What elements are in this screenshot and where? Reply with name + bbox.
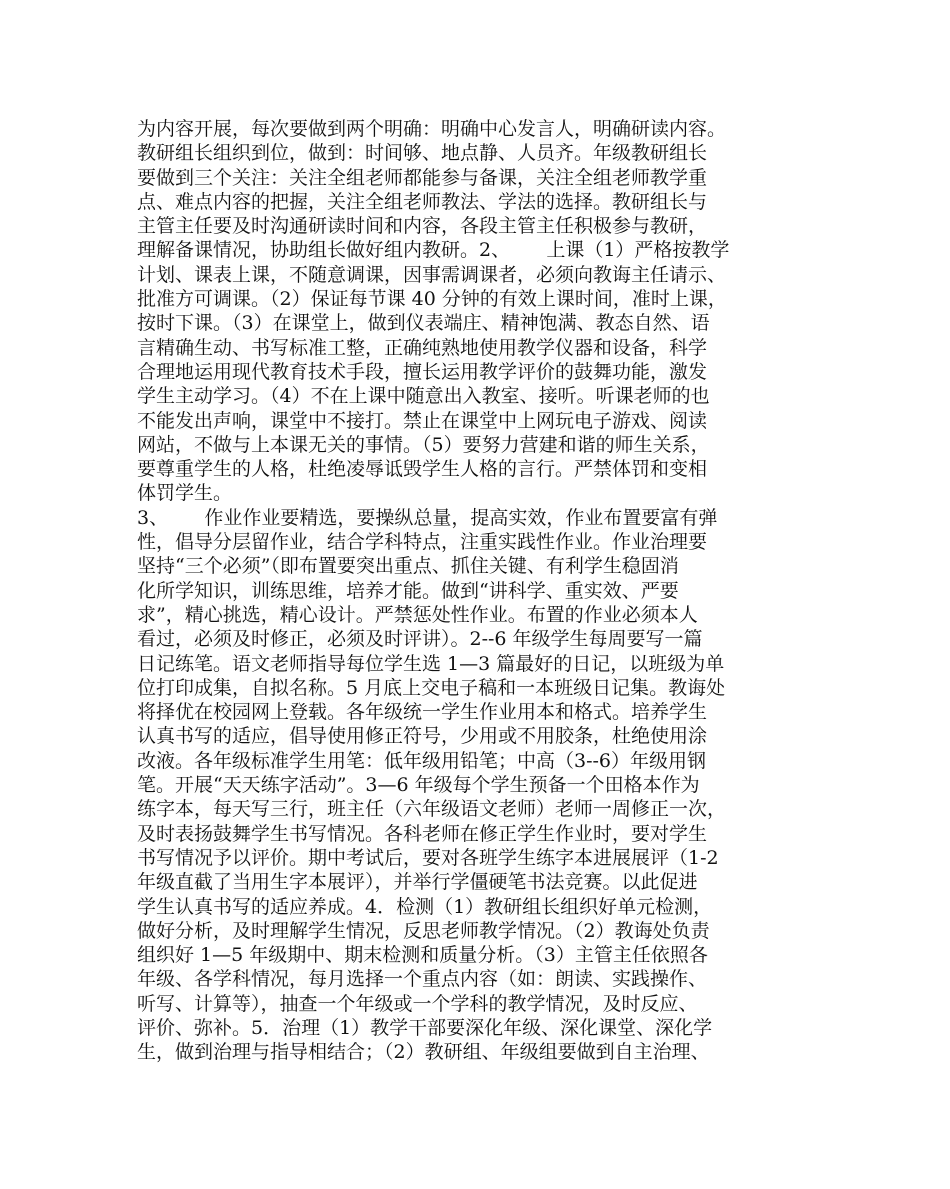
- text-line: 批准方可调课。（2）保证每节课 40 分钟的有效上课时间，准时上课，: [137, 288, 727, 311]
- text-line: 言精确生动、书写标准工整，正确纯熟地使用教学仪器和设备，科学: [137, 336, 708, 359]
- text-line: 学生认真书写的适应养成。4．检测（1）教研组长组织好单元检测，: [137, 895, 713, 918]
- text-line: 日记练笔。语文老师指导每位学生选 1—3 篇最好的日记，以班级为单: [137, 652, 725, 675]
- text-line: 学生主动学习。（4）不在上课中随意出入教室、接听。听课老师的也: [137, 385, 710, 408]
- text-line: 将择优在校园网上登载。各年级统一学生作业用本和格式。培养学生: [137, 701, 708, 724]
- text-line: 求”，精心挑选，精心设计。严禁惩处性作业。布置的作业必须本人: [137, 603, 698, 626]
- text-line: 位打印成集，自拟名称。5 月底上交电子稿和一本班级日记集。教诲处: [137, 676, 726, 699]
- text-line: 主管主任要及时沟通研读时间和内容，各段主管主任积极参与教研，: [137, 215, 708, 238]
- text-line: 网站，不做与上本课无关的事情。（5）要努力营建和谐的师生关系，: [137, 433, 710, 456]
- text-line: 评价、弥补。5．治理（1）教学干部要深化年级、深化课堂、深化学: [137, 1016, 713, 1039]
- text-line: 做好分析，及时理解学生情况，反思老师教学情况。（2）教诲处负责: [137, 919, 710, 942]
- text-line: 年级、各学科情况，每月选择一个重点内容（如：朗读、实践操作、: [137, 968, 708, 991]
- text-line: 认真书写的适应，倡导使用修正符号，少用或不用胶条，杜绝使用涂: [137, 725, 708, 748]
- text-line: 生，做到治理与指导相结合；（2）教研组、年级组要做到自主治理、: [137, 1041, 710, 1064]
- text-line: 化所学知识，训练思维，培养才能。做到“讲科学、重实效、严要: [137, 579, 679, 602]
- text-line: 计划、课表上课，不随意调课，因事需调课者，必须向教诲主任请示、: [137, 263, 727, 286]
- text-line: 性，倡导分层留作业，结合学科特点，注重实践性作业。作业治理要: [137, 531, 708, 554]
- text-line: 组织好 1—5 年级期中、期末检测和质量分析。（3）主管主任依照各: [137, 944, 708, 967]
- text-line: 合理地运用现代教育技术手段，擅长运用教学评价的鼓舞功能，激发: [137, 360, 708, 383]
- text-line: 3、 作业作业要精选，要操纵总量，提高实效，作业布置要富有弹: [137, 506, 718, 529]
- text-line: 书写情况予以评价。期中考试后，要对各班学生练字本进展展评（1-2: [137, 846, 719, 869]
- text-line: 理解备课情况，协助组长做好组内教研。2、 上课（1）严格按教学: [137, 239, 730, 262]
- text-line: 为内容开展，每次要做到两个明确：明确中心发言人，明确研读内容。: [137, 118, 727, 140]
- text-line: 年级直截了当用生字本展评），并举行学僵硬笔书法竞赛。以此促进: [137, 871, 698, 894]
- text-line: 体罚学生。: [137, 482, 233, 505]
- text-line: 练字本，每天写三行，班主任（六年级语文老师）老师一周修正一次，: [137, 798, 727, 821]
- text-line: 坚持“三个必须”（即布置要突出重点、抓住关键、有利学生稳固消: [137, 555, 679, 578]
- text-line: 教研组长组织到位，做到：时间够、地点静、人员齐。年级教研组长: [137, 142, 708, 165]
- text-line: 听写、计算等），抽查一个年级或一个学科的教学情况，及时反应、: [137, 992, 698, 1015]
- text-line: 点、难点内容的把握，关注全组老师教法、学法的选择。教研组长与: [137, 190, 708, 213]
- text-line: 笔。开展“天天练字活动”。3—6 年级每个学生预备一个田格本作为: [137, 774, 700, 797]
- text-line: 不能发出声响，课堂中不接打。禁止在课堂中上网玩电子游戏、阅读: [137, 409, 708, 432]
- body-text: [137, 117, 827, 1065]
- text-line: 看过，必须及时修正，必须及时评讲）。2--6 年级学生每周要写一篇: [137, 628, 703, 651]
- text-line: 按时下课。（3）在课堂上，做到仪表端庄、精神饱满、教态自然、语: [137, 312, 710, 335]
- text-line: 要做到三个关注：关注全组老师都能参与备课，关注全组老师教学重: [137, 166, 708, 189]
- text-line: 要尊重学生的人格，杜绝凌辱诋毁学生人格的言行。严禁体罚和变相: [137, 458, 708, 481]
- text-line: 改液。各年级标准学生用笔：低年级用铅笔；中高（3--6）年级用钢: [137, 749, 707, 772]
- text-line: 及时表扬鼓舞学生书写情况。各科老师在修正学生作业时，要对学生: [137, 822, 708, 845]
